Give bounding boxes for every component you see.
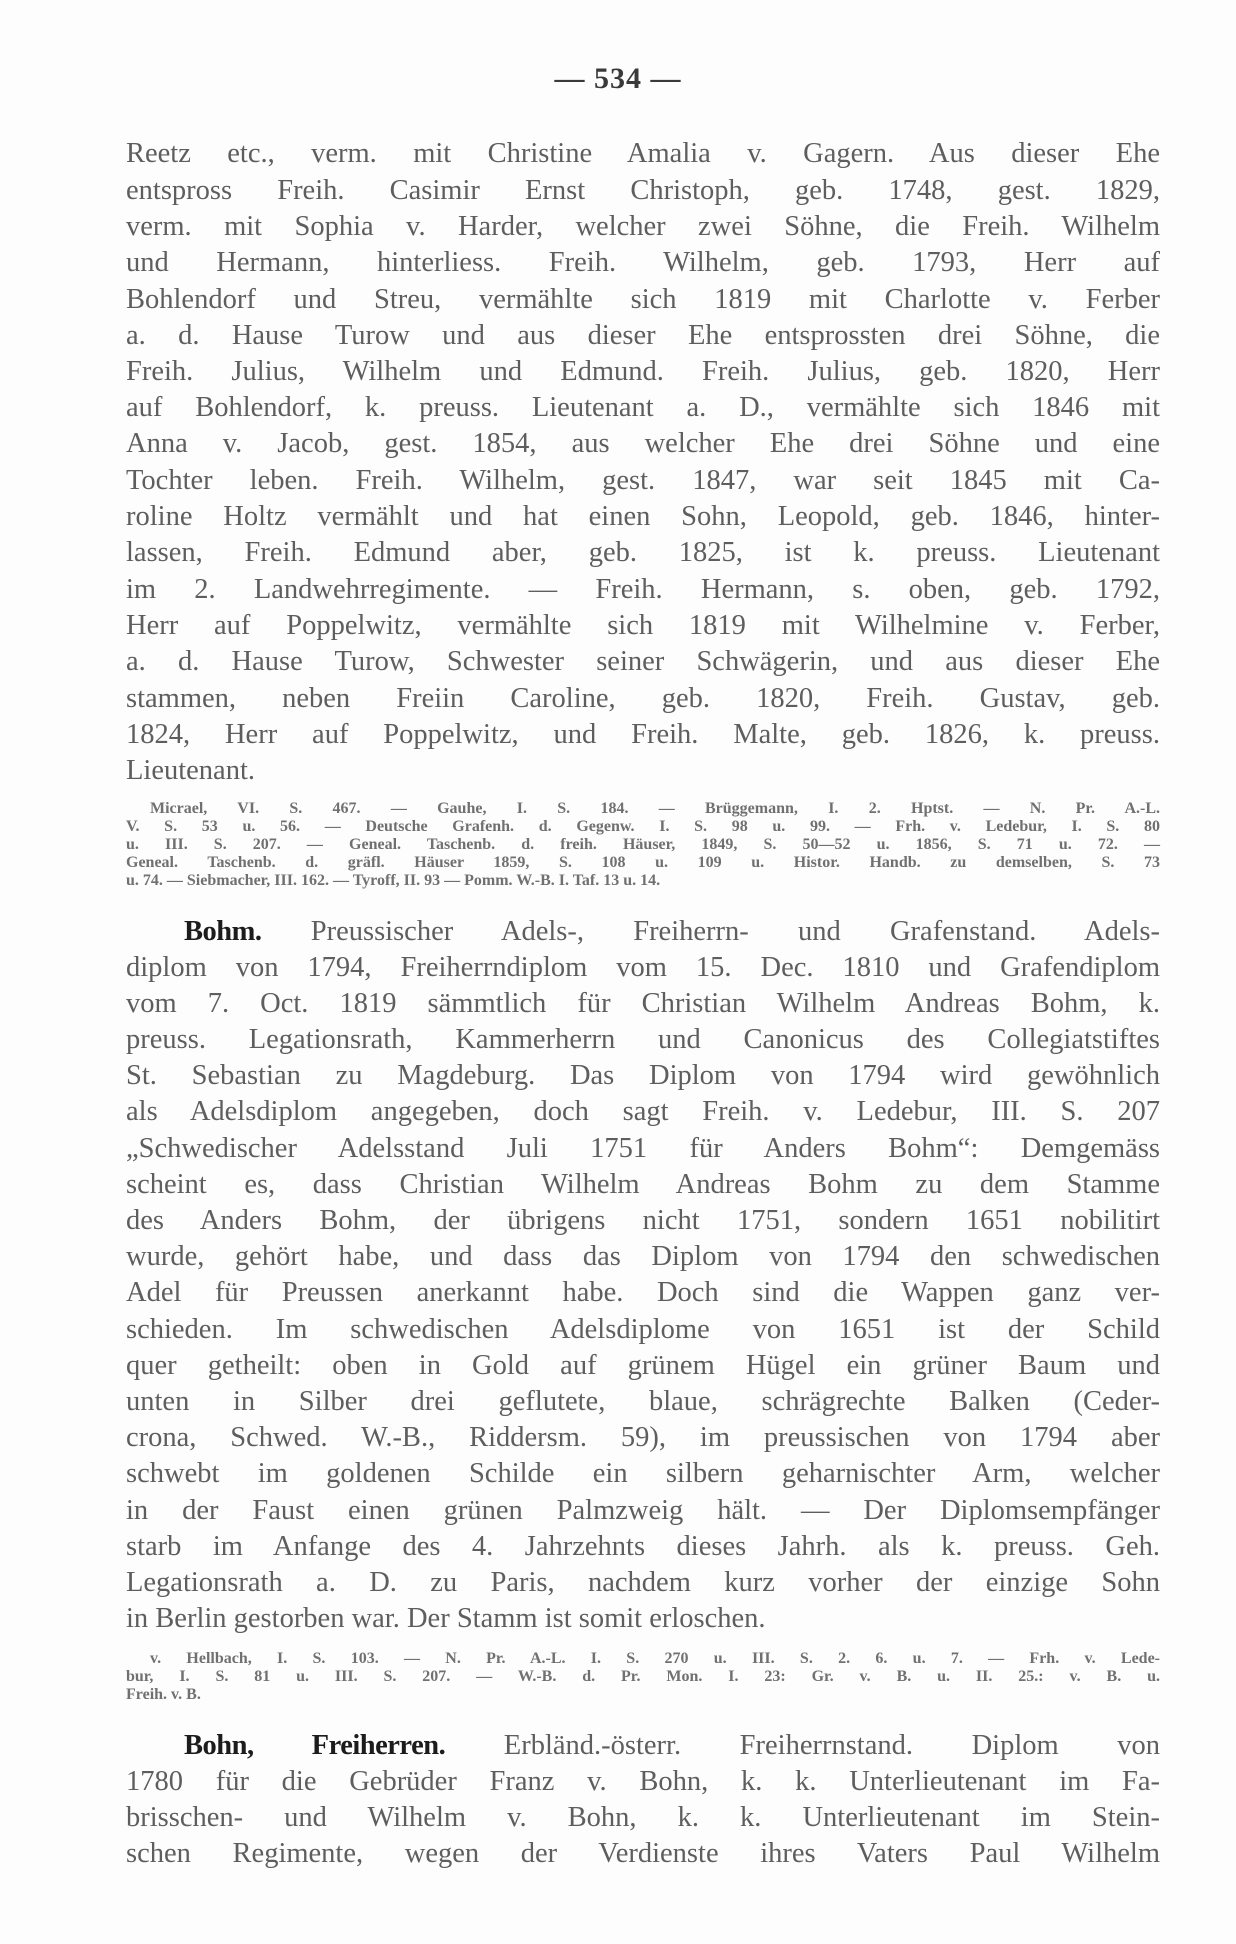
footnote-line: u. III. S. 207. — Geneal. Taschenb. d. freih. Häuser, 1849, S. 50—52 u. 1856, S. 71 u. 72. — [126,836,1160,853]
text-line: Legationsrath a. D. zu Paris, nachdem kurz vorher der einzige Sohn [126,1567,1160,1598]
text-line: Reetz etc., verm. mit Christine Amalia v. Gagern. Aus dieser Ehe [126,138,1160,169]
text-line: scheint es, dass Christian Wilhelm Andreas Bohm zu dem Stamme [126,1169,1160,1200]
text-line: starb im Anfange des 4. Jahrzehnts dieses Jahrh. als k. preuss. Geh. [126,1531,1160,1562]
text-line: crona, Schwed. W.-B., Riddersm. 59), im preussischen von 1794 aber [126,1422,1160,1453]
text-line: lassen, Freih. Edmund aber, geb. 1825, ist k. preuss. Lieutenant [126,537,1160,568]
text-line: in der Faust einen grünen Palmzweig hält. — Der Diplomsempfänger [126,1495,1160,1526]
entry-first-line [184,1730,1160,1762]
footnote-line: u. 74. — Siebmacher, III. 162. — Tyroff, II. 93 — Pomm. W.-B. I. Taf. 13 u. 14. [126,872,661,889]
text-line: im 2. Landwehrregimente. — Freih. Hermann, s. oben, geb. 1792, [126,574,1160,605]
text-line: St. Sebastian zu Magdeburg. Das Diplom von 1794 wird gewöhnlich [126,1060,1160,1091]
footnote-line: Freih. v. B. [126,1686,201,1703]
text-line: schen Regimente, wegen der Verdienste ihres Vaters Paul Wilhelm [126,1838,1160,1869]
text-line: a. d. Hause Turow, Schwester seiner Schwägerin, und aus dieser Ehe [126,646,1160,677]
text-line: Bohlendorf und Streu, vermählte sich 1819 mit Charlotte v. Ferber [126,284,1160,315]
text-line: „Schwedischer Adelsstand Juli 1751 für Anders Bohm“: Demgemäss [126,1133,1160,1164]
text-line: preuss. Legationsrath, Kammerherrn und Canonicus des Collegiatstiftes [126,1024,1160,1055]
text-line: als Adelsdiplom angegeben, doch sagt Freih. v. Ledebur, III. S. 207 [126,1096,1160,1127]
text-line: in Berlin gestorben war. Der Stamm ist somit erloschen. [126,1603,766,1634]
entry-headword: Bohm. [184,916,262,947]
text-line: und Hermann, hinterliess. Freih. Wilhelm, geb. 1793, Herr auf [126,247,1160,278]
text-line: Herr auf Poppelwitz, vermählte sich 1819 mit Wilhelmine v. Ferber, [126,610,1160,641]
text-line: brisschen- und Wilhelm v. Bohn, k. k. Unterlieutenant im Stein- [126,1802,1160,1833]
footnote-line: v. Hellbach, I. S. 103. — N. Pr. A.-L. I. S. 270 u. III. S. 2. 6. u. 7. — Frh. v. Lede- [150,1650,1160,1667]
footnote-line: Geneal. Taschenb. d. gräfl. Häuser 1859, S. 108 u. 109 u. Histor. Handb. zu demselben, S. 73 [126,854,1160,871]
text-line: Lieutenant. [126,755,255,786]
text-line: diplom von 1794, Freiherrndiplom vom 15. Dec. 1810 und Grafendiplom [126,952,1160,983]
text-line: Freih. Julius, Wilhelm und Edmund. Freih. Julius, geb. 1820, Herr [126,356,1160,387]
footnote-line: V. S. 53 u. 56. — Deutsche Grafenh. d. Gegenw. I. S. 98 u. 99. — Frh. v. Ledebur, I. S. 80 [126,818,1160,835]
text-line: auf Bohlendorf, k. preuss. Lieutenant a. D., vermählte sich 1846 mit [126,392,1160,423]
text-line: des Anders Bohm, der übrigens nicht 1751, sondern 1651 nobilitirt [126,1205,1160,1236]
text-line: wurde, gehört habe, und dass das Diplom von 1794 den schwedischen [126,1241,1160,1272]
entry-intro-text: Erbländ.-österr. Freiherrnstand. Diplom von [503,1730,1161,1761]
entry-headword: Bohn, Freiherren. [184,1730,446,1761]
entry-first-line [184,916,1160,948]
text-line: Adel für Preussen anerkannt habe. Doch sind die Wappen ganz ver- [126,1277,1160,1308]
text-line: 1780 für die Gebrüder Franz v. Bohn, k. k. Unterlieutenant im Fa- [126,1766,1160,1797]
entry-intro-text: Preussischer Adels-, Freiherrn- und Grafenstand. Adels- [310,916,1161,947]
footnote-line: bur, I. S. 81 u. III. S. 207. — W.-B. d. Pr. Mon. I. 23: Gr. v. B. u. II. 25.: v. B. u. [126,1668,1160,1685]
footnote-line: Micrael, VI. S. 467. — Gauhe, I. S. 184. — Brüggemann, I. 2. Hptst. — N. Pr. A.-L. [150,800,1160,817]
text-line: vom 7. Oct. 1819 sämmtlich für Christian Wilhelm Andreas Bohm, k. [126,988,1160,1019]
text-line: Anna v. Jacob, gest. 1854, aus welcher Ehe drei Söhne und eine [126,428,1160,459]
text-line: unten in Silber drei geflutete, blaue, schrägrechte Balken (Ceder- [126,1386,1160,1417]
page-number: — 534 — [554,62,682,95]
text-line: quer getheilt: oben in Gold auf grünem Hügel ein grüner Baum und [126,1350,1160,1381]
text-line: 1824, Herr auf Poppelwitz, und Freih. Malte, geb. 1826, k. preuss. [126,719,1160,750]
text-line: schieden. Im schwedischen Adelsdiplome von 1651 ist der Schild [126,1314,1160,1345]
text-line: schwebt im goldenen Schilde ein silbern geharnischter Arm, welcher [126,1458,1160,1489]
text-line: a. d. Hause Turow und aus dieser Ehe entsprossten drei Söhne, die [126,320,1160,351]
text-line: Tochter leben. Freih. Wilhelm, gest. 1847, war seit 1845 mit Ca- [126,465,1160,496]
text-line: stammen, neben Freiin Caroline, geb. 1820, Freih. Gustav, geb. [126,683,1160,714]
text-line: roline Holtz vermählt und hat einen Sohn, Leopold, geb. 1846, hinter- [126,501,1160,532]
text-line: entspross Freih. Casimir Ernst Christoph, geb. 1748, gest. 1829, [126,175,1160,206]
text-line: verm. mit Sophia v. Harder, welcher zwei Söhne, die Freih. Wilhelm [126,211,1160,242]
